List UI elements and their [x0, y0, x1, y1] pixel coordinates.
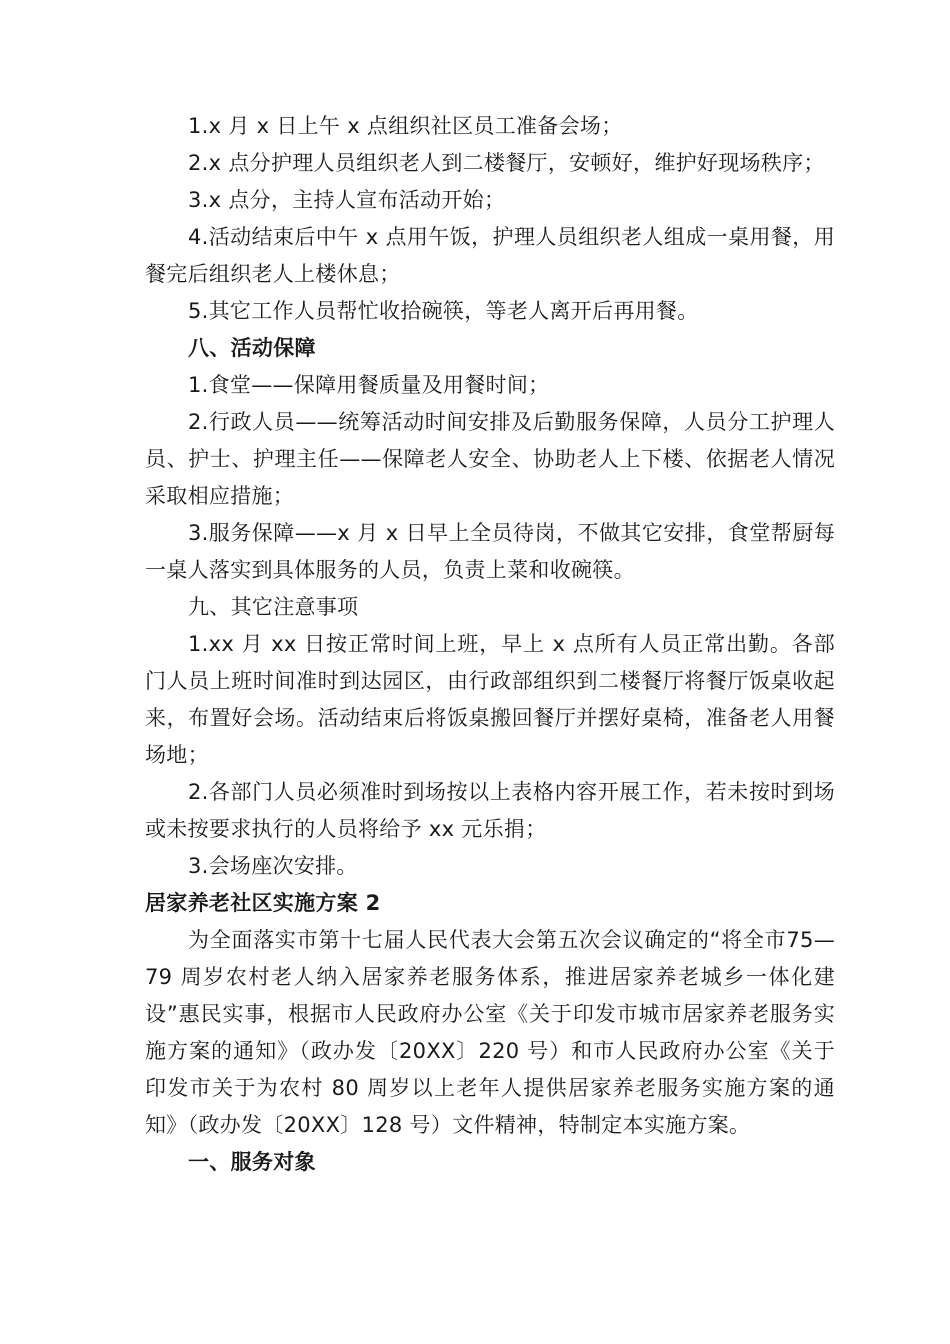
paragraph-support-3: 3.服务保障——x 月 x 日早上全员待岗，不做其它安排，食堂帮厨每一桌人落实到具体服务的人员，负责上菜和收碗筷。 — [145, 521, 835, 582]
paragraph-note-3: 3.会场座次安排。 — [188, 854, 358, 878]
paragraph-step-1: 1.x 月 x 日上午 x 点组织社区员工准备会场； — [188, 114, 623, 138]
section-heading-activity-support: 八、活动保障 — [188, 336, 316, 360]
paragraph-support-2: 2.行政人员——统筹活动时间安排及后勤服务保障，人员分工护理人员、护士、护理主任——保障老人安全、协助老人上下楼、依据老人情况采取相应措施； — [145, 410, 835, 508]
document-title-plan-2: 居家养老社区实施方案 2 — [145, 891, 381, 915]
paragraph-support-1: 1.食堂——保障用餐质量及用餐时间； — [188, 373, 550, 397]
paragraph-step-4: 4.活动结束后中午 x 点用午饭，护理人员组织老人组成一桌用餐，用餐完后组织老人上楼休息； — [145, 225, 835, 286]
paragraph-step-3: 3.x 点分，主持人宣布活动开始； — [188, 188, 506, 212]
section-heading-service-targets: 一、服务对象 — [188, 1150, 316, 1174]
document-body — [145, 108, 835, 1181]
section-heading-other-notes: 九、其它注意事项 — [188, 595, 359, 619]
paragraph-step-2: 2.x 点分护理人员组织老人到二楼餐厅，安顿好，维护好现场秩序； — [188, 151, 825, 175]
paragraph-note-2: 2.各部门人员必须准时到场按以上表格内容开展工作，若未按时到场或未按要求执行的人员将给予 xx 元乐捐； — [145, 780, 835, 841]
paragraph-note-1: 1.xx 月 xx 日按正常时间上班，早上 x 点所有人员正常出勤。各部门人员上班时间准时到达园区，由行政部组织到二楼餐厅将餐厅饭桌收起来，布置好会场。活动结束后将饭桌搬回餐厅并摆好桌椅，准备老人用餐场地； — [145, 632, 835, 767]
paragraph-step-5: 5.其它工作人员帮忙收拾碗筷，等老人离开后再用餐。 — [188, 299, 699, 323]
paragraph-intro: 为全面落实市第十七届人民代表大会第五次会议确定的“将全市75—79 周岁农村老人纳入居家养老服务体系，推进居家养老城乡一体化建设”惠民实事，根据市人民政府办公室《关于印发市城市居家养老服务实施方案的通知》（政办发〔20XX〕220 号）和市人民政府办公室《关于印发市关于为农村 80 周岁以上老年人提供居家养老服务实施方案的通知》（政办发〔20XX〕128 号）文件精神，特制定本实施方案。 — [145, 928, 835, 1137]
